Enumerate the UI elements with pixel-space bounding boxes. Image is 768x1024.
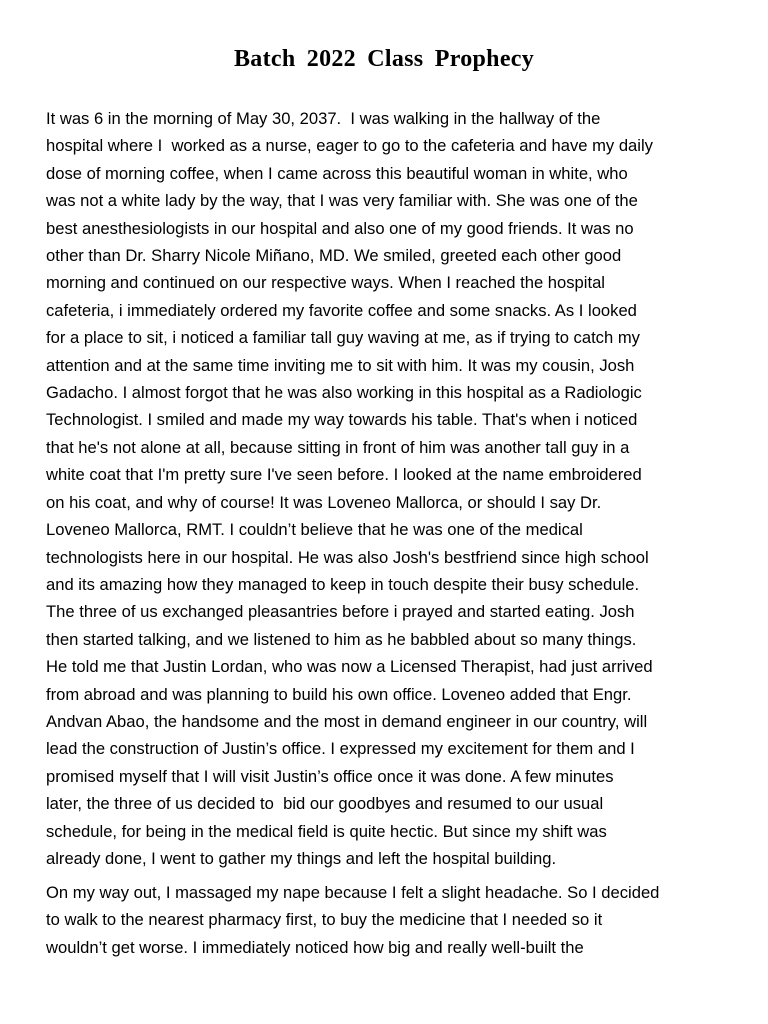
text-line: promised myself that I will visit Justin’s office once it was done. A few minutes [46, 766, 614, 786]
text-line: to walk to the nearest pharmacy first, to buy the medicine that I needed so it [46, 910, 603, 930]
text-line: best anesthesiologists in our hospital and also one of my good friends. It was no [46, 218, 634, 238]
text-line: then started talking, and we listened to him as he babbled about so many things. [46, 629, 637, 649]
text-line: On my way out, I massaged my nape because I felt a slight headache. So I decided [46, 883, 660, 902]
text-line: morning and continued on our respective ways. When I reached the hospital [46, 273, 605, 293]
text-line: from abroad and was planning to build his own office. Loveneo added that Engr. [46, 684, 632, 704]
text-line: Gadacho. I almost forgot that he was also working in this hospital as a Radiologic [46, 383, 642, 403]
text-line: was not a white lady by the way, that I was very familiar with. She was one of the [46, 191, 638, 211]
text-line: hospital where I worked as a nurse, eager to go to the cafeteria and have my daily [46, 136, 653, 156]
text-line: on his coat, and why of course! It was Loveneo Mallorca, or should I say Dr. [46, 492, 602, 512]
text-line: He told me that Justin Lordan, who was now a Licensed Therapist, had just arrived [46, 657, 653, 677]
text-line: for a place to sit, i noticed a familiar tall guy waving at me, as if trying to catch my [46, 328, 640, 348]
text-line: lead the construction of Justin’s office. I expressed my excitement for them and I [46, 739, 635, 759]
text-line: schedule, for being in the medical field is quite hectic. But since my shift was [46, 821, 607, 841]
text-line: later, the three of us decided to bid our goodbyes and resumed to our usual [46, 794, 604, 814]
text-line: It was 6 in the morning of May 30, 2037. I was walking in the hallway of the [46, 109, 601, 128]
text-line: that he's not alone at all, because sitting in front of him was another tall guy in a [46, 437, 630, 457]
text-line: The three of us exchanged pleasantries before i prayed and started eating. Josh [46, 602, 635, 622]
paragraph-1 [46, 105, 724, 872]
text-line: other than Dr. Sharry Nicole Miñano, MD. We smiled, greeted each other good [46, 246, 622, 266]
text-line: technologists here in our hospital. He was also Josh's bestfriend since high school [46, 547, 649, 567]
paragraph-2 [46, 879, 724, 961]
text-line: white coat that I'm pretty sure I've seen before. I looked at the name embroidered [46, 465, 642, 485]
text-line: Technologist. I smiled and made my way towards his table. That's when i noticed [46, 410, 638, 430]
text-line: wouldn’t get worse. I immediately noticed how big and really well-built the [46, 937, 584, 957]
text-line: already done, I went to gather my things and left the hospital building. [46, 848, 557, 868]
text-line: dose of morning coffee, when I came across this beautiful woman in white, who [46, 163, 628, 183]
text-line: and its amazing how they managed to keep in touch despite their busy schedule. [46, 574, 640, 594]
document-title: Batch 2022 Class Prophecy [233, 46, 535, 72]
text-line: attention and at the same time inviting me to sit with him. It was my cousin, Josh [46, 355, 635, 375]
text-line: Loveneo Mallorca, RMT. I couldn’t believe that he was one of the medical [46, 520, 583, 540]
text-line: cafeteria, i immediately ordered my favorite coffee and some snacks. As I looked [46, 300, 637, 320]
text-line: Andvan Abao, the handsome and the most in demand engineer in our country, will [46, 711, 648, 731]
